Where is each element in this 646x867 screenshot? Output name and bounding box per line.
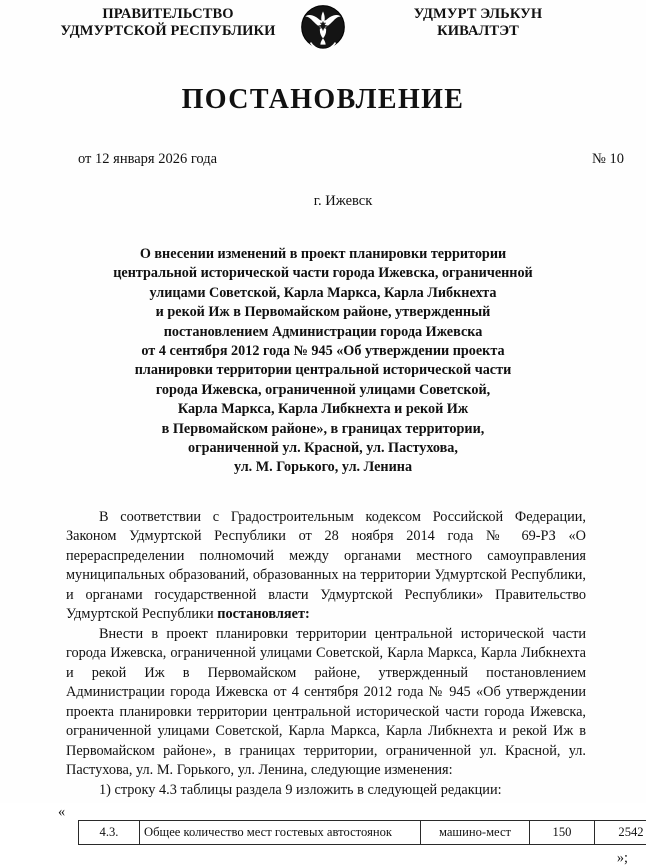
subject-line: улицами Советской, Карла Маркса, Карла Либкнехта <box>78 284 568 303</box>
subject-line: планировки территории центральной исторической части <box>78 361 568 380</box>
document-date: от 12 января 2026 года <box>78 151 217 168</box>
body-paragraph-3-amendment-item: 1) строку 4.3 таблицы раздела 9 изложить в следующей редакции: <box>66 781 586 801</box>
body-paragraph-1 <box>66 508 586 625</box>
document-meta-row <box>0 151 646 168</box>
masthead-right-line-1: УДМУРТ ЭЛЬКУН <box>363 6 593 23</box>
document-masthead <box>0 0 646 62</box>
body-paragraph-2: Внести в проект планировки территории центральной исторической части города Ижевска, ограниченной улицами Советской, Карла Маркса, Карла Либкнехта и рекой Иж в Первомайском районе, утвержденный постановлением Администрации города Ижевска от 4 сентября 2012 года № 945 «Об утверждении проекта планировки территории центральной исторической части города Ижевска, ограниченной улицами Советской, Карла Маркса, Карла Либкнехта и рекой Иж в Первомайском районе», в границах территории, ограниченной ул. Красной, ул. Пастухова, ул. М. Горького, ул. Ленина, следующие изменения: <box>66 625 586 781</box>
emblem-container <box>287 2 359 54</box>
subject-line: Карла Маркса, Карла Либкнехта и рекой Иж <box>78 400 568 419</box>
document-number: № 10 <box>592 151 624 168</box>
table-row <box>79 821 646 845</box>
table-cell-value-1: 150 <box>530 821 595 845</box>
masthead-left-line-1: ПРАВИТЕЛЬСТВО <box>53 6 283 23</box>
masthead-left-title <box>53 6 287 40</box>
masthead-right-line-2: КИВАЛТЭТ <box>363 23 593 40</box>
table-cell-indicator: Общее количество мест гостевых автостоянок <box>140 821 421 845</box>
table-cell-value-2: 2542 <box>595 821 646 845</box>
subject-line: центральной исторической части города Ижевска, ограниченной <box>78 264 568 283</box>
table-cell-row-number: 4.3. <box>79 821 140 845</box>
subject-line: в Первомайском районе», в границах территории, <box>78 420 568 439</box>
amendment-table-wrap <box>0 820 646 845</box>
document-city: г. Ижевск <box>0 193 646 210</box>
document-type-title: ПОСТАНОВЛЕНИЕ <box>0 84 646 116</box>
amendment-table-body <box>79 821 646 845</box>
document-body <box>0 508 646 801</box>
masthead-right-title <box>359 6 593 40</box>
quote-open-mark: « <box>0 806 646 819</box>
subject-line: от 4 сентября 2012 года № 945 «Об утверждении проекта <box>78 342 568 361</box>
subject-line: города Ижевска, ограниченной улицами Советской, <box>78 381 568 400</box>
subject-line: О внесении изменений в проект планировки территории <box>78 245 568 264</box>
body-paragraph-1-text: В соответствии с Градостроительным кодексом Российской Федерации, Законом Удмуртской Республики от 28 ноября 2014 года № 69-РЗ «О перераспределении полномочий между органами местного самоуправления муниципальных образований, образованных на территории Удмуртской Республики, и органами государственной власти Удмуртской Республики» Правительство Удмуртской Республики <box>66 509 586 623</box>
document-subject-title <box>0 245 646 478</box>
subject-line: ограниченной ул. Красной, ул. Пастухова, <box>78 439 568 458</box>
masthead-left-line-2: УДМУРТСКОЙ РЕСПУБЛИКИ <box>53 23 283 40</box>
subject-line: постановлением Администрации города Ижевска <box>78 323 568 342</box>
subject-line: и рекой Иж в Первомайском районе, утвержденный <box>78 303 568 322</box>
quote-close-mark: »; <box>0 850 646 867</box>
udmurt-coat-of-arms-icon <box>297 2 349 54</box>
table-cell-unit: машино-мест <box>421 821 530 845</box>
subject-line: ул. М. Горького, ул. Ленина <box>78 458 568 477</box>
postanovlyaet-keyword: постановляет: <box>217 606 310 622</box>
amendment-table <box>78 820 646 845</box>
